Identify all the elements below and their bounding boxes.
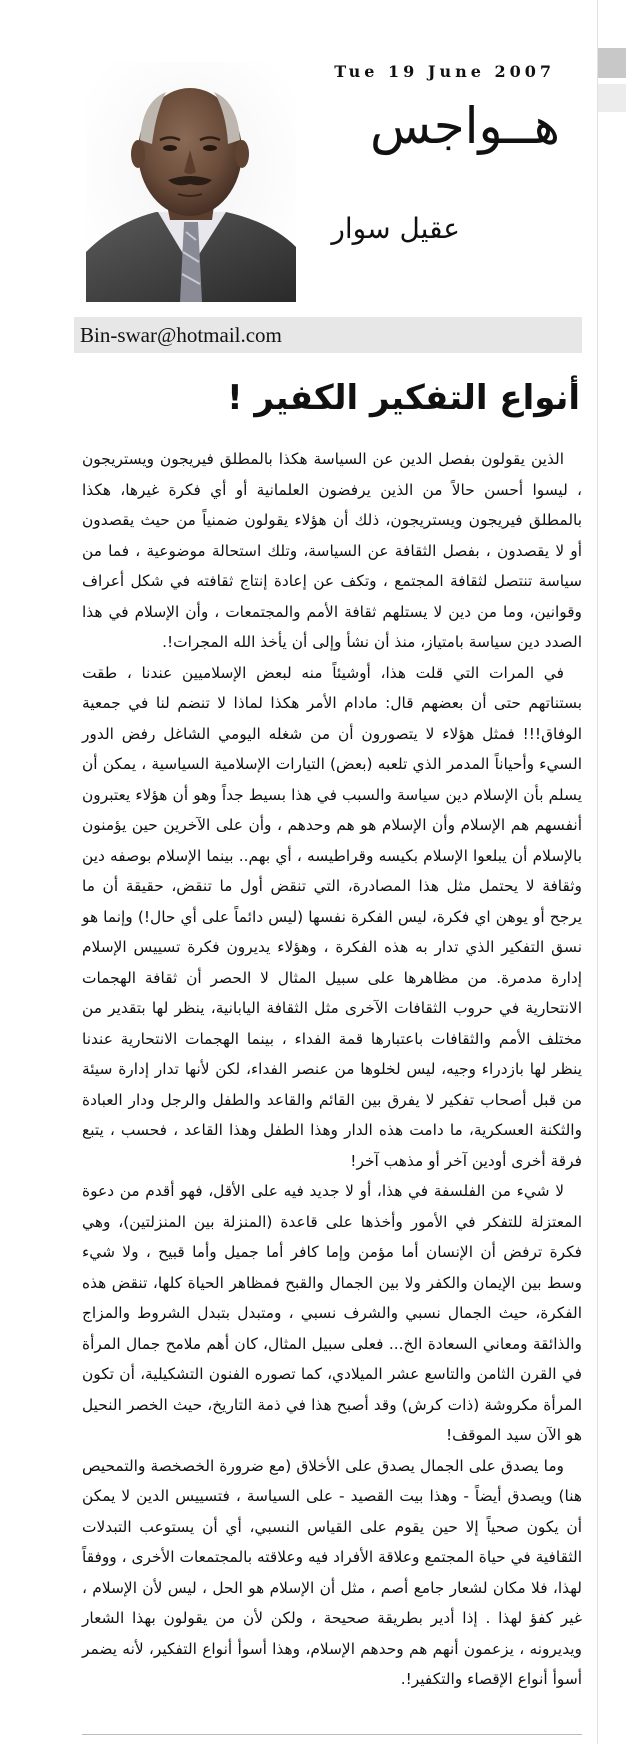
article-paragraph: الذين يقولون بفصل الدين عن السياسة هكذا بالمطلق فيريجون ويستريجون ، ليسوا أحسن حالاً من الذين يرفضون العلمانية أو أي فكرة غيرها، هكذا بالمطلق فيريجون ويستريجون، ذلك أن هؤلاء يقولون ضمنياً من حيث يقصدون أو لا يقصدون ، بفصل الثقافة عن السياسة، وتلك استحالة موضوعية ، فما من سياسة تنتصل لثقافة المجتمع ، وتكف عن إعادة إنتاج ثقافته في شكل أعراف وقوانين، وما من دين لا يستلهم ثقافة الأمم والمجتمعات ، وأن الإسلام في هذا الصدد دين سياسة بامتياز، منذ أن نشأ وإلى أن يأخذ الله المجرات!. — [82, 450, 582, 651]
margin-block-top — [598, 48, 626, 78]
article-body — [82, 444, 582, 1734]
author-email-bar — [74, 317, 582, 353]
bottom-divider — [82, 1734, 582, 1735]
article-paragraph: لا شيء من الفلسفة في هذا، أو لا جديد فيه على الأقل، فهو أقدم من دعوة المعتزلة للتفكر في الأمور وأخذها على قاعدة (المنزلة بين المنزلتين)، وهي فكرة ترفض أن الإنسان أما مؤمن وإما كافر أما جميل وأما قبيح ، ولا شيء وسط بين الإيمان والكفر ولا بين الجمال والقبح فمظاهر الحياة كلها، تنقض هذه الفكرة، حيث الجمال نسبي والشرف نسبي ، ومتبدل بتبدل الشروط والمزاج والذائقة ومعاني السعادة الخ... فعلى سبيل المثال، كان أهم ملامح جمال المرأة في القرن الثامن والتاسع عشر الميلادي، كما تصوره الفنون التشكيلية، أن تكون المرأة مكروشة (ذات كرش) وقد أصبح هذا في ذمة التاريخ، حيث الخصر النحيل هو الآن سيد الموقف! — [82, 1182, 582, 1444]
article-headline: أنواع التفكير الكفير ! — [227, 378, 580, 418]
publication-date: Tue 19 June 2007 — [334, 62, 555, 81]
article-paragraph: في المرات التي قلت هذا، أوشيئاً منه لبعض الإسلاميين عندنا ، طقت بستناتهم حتى أن بعضهم قال: مادام الأمر هكذا لماذا لا تنضم لنا في جمعية الوفاق!!! فمثل هؤلاء لا يتصورون أن من شغله اليومي الشاغل رفض الدور السيء وأحياناً المدمر الذي تلعبه (بعض) التيارات الإسلامية السياسية ، يمكن أن يسلم بأن الإسلام دين سياسة والسبب في هذا بسيط جداً وهو أن هؤلاء يعتبرون أنفسهم هم الإسلام وأن الإسلام هو هم وحدهم ، وأن على الآخرين حين يؤمنون بالإسلام أن يبلعوا الإسلام بكيسه وقراطيسه ، أي بهم.. بينما الإسلام بوصفه دين وثقافة لا يحتمل مثل هذا المصادرة، التي تنقض أول ما تنقض، حقيقة أن ما يرجح أو يوهن اي فكرة، ليس الفكرة نفسها (ليس دائماً على أي حال!) وإنما هو نسق التفكير الذي تدار به هذه الفكرة ، وهؤلاء يديرون فكرة تسييس الإسلام إدارة مدمرة. من مظاهرها على سبيل المثال لا الحصر أن ثقافة الهجمات الانتحارية في حروب الثقافات الآخرى مثل الثقافة اليابانية، ينظر لها بتقدير من مختلف الأمم والثقافات باعتبارها قمة الفداء ، بينما الهجمات الانتحارية عندنا ينظر لها بازدراء وجيه، ليس لخلوها من عنصر الفداء، لكن لأنها تدار إدارة سيئة من قبل أصحاب تفكير لا يفرق بين القائم والقاعد والطفل والرجل ودار العبادة والثكنة العسكرية، ما دامت هذه الدار وهذا الطفل وهذا القاعد ، فحسب ، يتبع فرقة أخرى أودين آخر أو مذهب آخر! — [82, 663, 582, 1170]
column-title: هــواجس — [369, 97, 560, 155]
right-margin-strip — [597, 0, 642, 1744]
author-name: عقيل سوار — [331, 212, 460, 245]
author-portrait — [86, 62, 296, 302]
article-paragraph: وما يصدق على الجمال يصدق على الأخلاق (مع ضرورة الخصخصة والتمحيص هنا) ويصدق أيضاً - وهذا بيت القصيد - على السياسة ، فتسييس الدين لا يمكن أن يكون صحياً إلا حين يقوم على القياس النسبي، أي أن يستوعب التبدلات الثقافية في حياة المجتمع وعلاقة الأفراد فيه وعلاقته بالمجتمعات الأخرى ، ووفقاً لهذا، فلا مكان لشعار جامع أصم ، مثل أن الإسلام هو الحل ، ليس لأن الإسلام ، غير كفؤ لهذا . إذا أدير بطريقة صحيحة ، ولكن لأن من يقولون بهذا الشعار ويديرونه ، يزعمون أنهم هم وحدهم الإسلام، وهذا أسوأ أنواع التفكير، لأنه يضمر أسوأ أنواع الإقصاء والتكفير!. — [82, 1456, 582, 1688]
margin-block-second — [598, 84, 626, 112]
author-email: Bin-swar@hotmail.com — [80, 322, 282, 347]
